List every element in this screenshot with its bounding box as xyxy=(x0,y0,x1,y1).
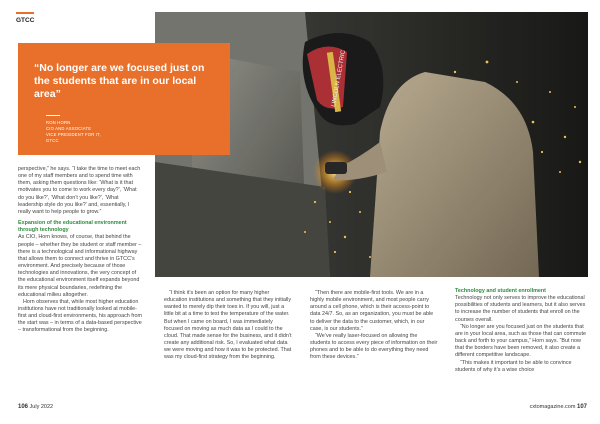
col2-paragraph-1: “I think it’s been an option for many higher education institutions and something that they initially wanted to merely dip their toes in. If you will, just a little bit at a time to test the temperature of the water. But when I came on board, I was immediately focused on moving as much data as I could to the cloud. That made sense for the business, and it didn’t create any additional risk. So, I evaluated what data we were moving and how it was to be protected. That was my cloud-first strategy from the beginning. xyxy=(164,290,292,361)
col3-paragraph-1: “Then there are mobile-first tools. We are in a highly mobile environment, and most people carry around a cell phone, which is their access-point to data 24/7. So, as an organization, you must be able to deliver the data to the customer, which, in our case, is our students.” xyxy=(310,290,434,332)
section-tag-label: GTCC xyxy=(16,17,35,24)
footer-left xyxy=(18,404,53,410)
article-column-1 xyxy=(18,166,143,335)
col4-paragraph-3: “This makes it important to be able to convince students of why it’s a wise choice xyxy=(455,359,572,373)
issue-date: July 2022 xyxy=(29,404,54,410)
helmet-brand-text: LINCOLN ELECTRIC xyxy=(331,49,347,108)
quote-person-name: RON HORN xyxy=(46,120,71,125)
col4-paragraph-2: “No longer are you focused just on the students that are in your local area, such as those that can commute back and forth to your campus,” Horn says. “But now that the borders have been removed, it also create a different competitive landscape. xyxy=(455,323,586,359)
section-tag-bar xyxy=(16,12,34,14)
pull-quote-attribution xyxy=(46,120,101,144)
magazine-site: cxtomagazine.com xyxy=(529,404,576,410)
page-number-right: 107 xyxy=(576,404,587,410)
footer-right xyxy=(530,404,587,410)
page-number-left: 106 xyxy=(18,404,29,410)
pull-quote-divider xyxy=(46,115,60,116)
col1-paragraph-3: Horn observes that, while most higher education institutions have not traditionally looked at mobile-first and cloud-first environments, his approach from the start was – in terms of a data-based perspective – transformational from the beginning. xyxy=(18,298,143,334)
col4-subheading: Technology and student enrollment xyxy=(455,288,546,294)
quote-person-role-2: VICE PRESIDENT FOR IT, xyxy=(46,131,101,137)
quote-person-role-1: CIO AND ASSOCIATE xyxy=(46,125,92,131)
col3-paragraph-2: “We’ve really laser-focused on allowing the students to access every piece of information on their phones and to be able to do everything they need from these devices.” xyxy=(310,332,438,361)
col1-paragraph-2: As CIO, Horn knows, of course, that behind the people – whether they be student or staff member – there is a technological and informational highway that allows them to connect and thrive in GTCC’s environment. And precisely because of those technologies and innovations, the very concept of the educational environment itself expands beyond its mere physical boundaries, redefining the educational milieu altogether. xyxy=(18,234,142,298)
quote-person-org: GTCC xyxy=(46,137,59,143)
col1-subheading: Expansion of the educational environment through technology xyxy=(18,220,127,234)
pull-quote-box xyxy=(18,43,230,155)
article-column-3 xyxy=(310,290,438,362)
col1-paragraph-1: perspective,” he says. “I take the time to meet each one of my staff members and to spend time with them, asking them questions like: ‘What is it that motivates you to come to work every day?’, ‘What do you like?’, ‘What don’t you like?’, ‘What leadership style do you like?’ and, essentially, I really want to help people to grow.” xyxy=(18,166,141,215)
article-column-4 xyxy=(455,288,588,374)
col4-paragraph-1: Technology not only serves to improve the educational possibilities of students and learners, but it also serves to increase the number of students that enroll on the courses overall. xyxy=(455,295,586,323)
pull-quote-text: “No longer are we focused just on the students that are in our local area” xyxy=(34,62,205,101)
article-column-2 xyxy=(164,290,292,362)
